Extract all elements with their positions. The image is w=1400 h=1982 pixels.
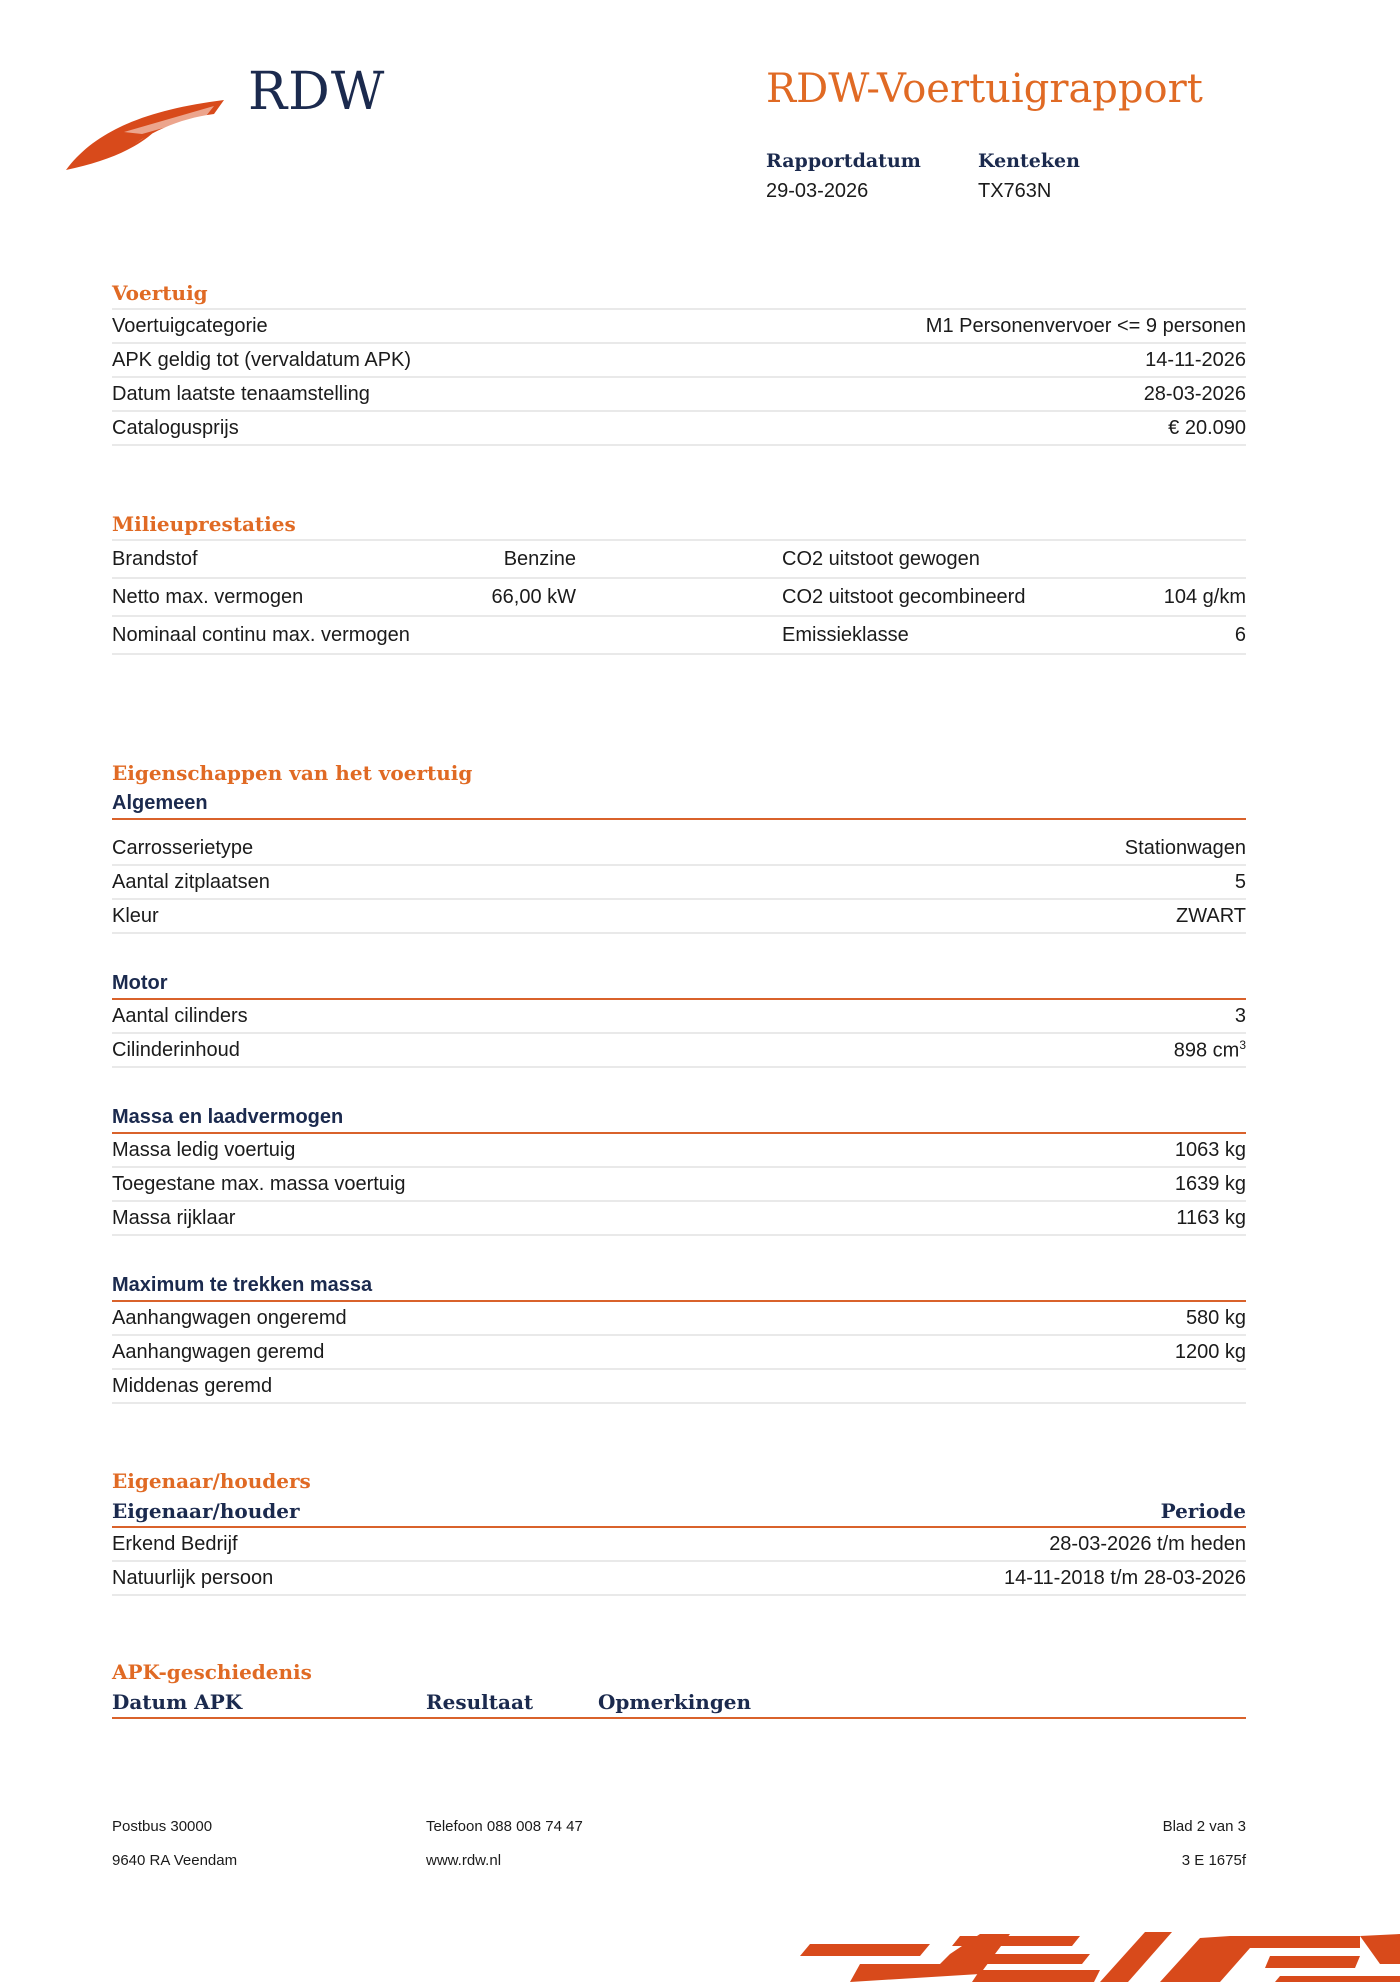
row-value: 5 [1234, 870, 1246, 893]
table-row [112, 1528, 1246, 1562]
rdw-logo [64, 62, 394, 182]
row-label: Aantal cilinders [112, 1004, 248, 1027]
row-value: Benzine [503, 548, 576, 570]
section-title: Milieuprestaties [112, 512, 296, 536]
subsection-title-trekken: Maximum te trekken massa [112, 1270, 1246, 1302]
row-label: CO2 uitstoot gewogen [782, 548, 980, 570]
column-header: Opmerkingen [598, 1690, 752, 1714]
row-label: Massa rijklaar [112, 1206, 236, 1229]
row-label: APK geldig tot (vervaldatum APK) [112, 348, 412, 371]
section-title: APK-geschiedenis [112, 1660, 312, 1684]
column-header: Periode [1160, 1499, 1246, 1523]
table-row [112, 412, 1246, 446]
row-label: Emissieklasse [782, 624, 909, 646]
apk-section [112, 1657, 1246, 1719]
kenteken-label: Kenteken [978, 150, 1080, 172]
table-row [112, 1370, 1246, 1404]
report-title: RDW-Voertuigrapport [766, 66, 1203, 112]
section-title: Eigenaar/houders [112, 1469, 311, 1493]
table-row [112, 1302, 1246, 1336]
row-label: Toegestane max. massa voertuig [112, 1172, 406, 1195]
row-value: M1 Personenvervoer <= 9 personen [925, 314, 1246, 337]
column-header: Resultaat [426, 1690, 534, 1714]
row-value: 1063 kg [1174, 1138, 1246, 1161]
voertuig-section [112, 278, 1246, 446]
table-header [112, 1496, 1246, 1528]
row-value: 580 kg [1185, 1306, 1246, 1329]
table-row [112, 1134, 1246, 1168]
table-row [112, 579, 1246, 617]
subsection-title-motor: Motor [112, 968, 1246, 1000]
row-label: Aantal zitplaatsen [112, 870, 270, 893]
row-label: Datum laatste tenaamstelling [112, 382, 370, 405]
table-row [112, 308, 1246, 344]
row-label: Netto max. vermogen [112, 586, 304, 608]
row-value: 6 [1234, 624, 1246, 646]
row-label: Kleur [112, 904, 159, 927]
table-row [112, 617, 1246, 655]
document-code: 3 E 1675f [1181, 1852, 1246, 1869]
row-label: CO2 uitstoot gecombineerd [782, 586, 1026, 608]
row-value: 104 g/km [1163, 586, 1246, 608]
table-row [112, 539, 1246, 579]
kenteken-value: TX763N [978, 180, 1052, 202]
row-label: Massa ledig voertuig [112, 1138, 296, 1161]
row-label: Middenas geremd [112, 1374, 273, 1397]
table-row [112, 1168, 1246, 1202]
logo-wordmark: RDW [248, 62, 386, 122]
footer-text: Postbus 30000 [112, 1818, 213, 1835]
row-label: Carrosserietype [112, 836, 254, 859]
table-row [112, 900, 1246, 934]
subsection-title-algemeen: Algemeen [112, 788, 1246, 820]
table-row [112, 1562, 1246, 1596]
rapportdatum-block [766, 150, 921, 203]
column-header: Datum APK [112, 1690, 243, 1714]
row-value: 66,00 kW [491, 586, 576, 608]
table-row [112, 832, 1246, 866]
row-label: Natuurlijk persoon [112, 1566, 274, 1589]
rapportdatum-value: 29-03-2026 [766, 180, 869, 202]
row-label: Nominaal continu max. vermogen [112, 624, 410, 646]
page-number: Blad 2 van 3 [1162, 1818, 1246, 1835]
table-row [112, 866, 1246, 900]
footer-address [112, 1818, 237, 1886]
row-label: Erkend Bedrijf [112, 1532, 238, 1555]
row-label: Brandstof [112, 548, 198, 570]
table-row [112, 1336, 1246, 1370]
column-header: Eigenaar/houder [112, 1499, 300, 1523]
row-value: 1200 kg [1174, 1340, 1246, 1363]
rdw-wing-icon [64, 92, 234, 172]
table-row [112, 1202, 1246, 1236]
eigenschappen-section [112, 758, 1246, 1404]
unit-superscript: 3 [1239, 1037, 1246, 1052]
row-value: 28-03-2026 [1143, 382, 1246, 405]
row-label: Aanhangwagen geremd [112, 1340, 325, 1363]
row-value: 28-03-2026 t/m heden [1049, 1532, 1246, 1555]
table-row [112, 344, 1246, 378]
kenteken-block [978, 150, 1080, 203]
row-value: € 20.090 [1168, 416, 1246, 439]
subsection-title-massa: Massa en laadvermogen [112, 1102, 1246, 1134]
row-value: 14-11-2026 [1145, 348, 1246, 371]
rapportdatum-label: Rapportdatum [766, 150, 921, 172]
section-title: Voertuig [112, 281, 208, 305]
milieu-section [112, 509, 1246, 655]
row-label: Cilinderinhoud [112, 1038, 240, 1061]
footer-link[interactable]: www.rdw.nl [426, 1852, 502, 1869]
row-value: 3 [1234, 1004, 1246, 1027]
row-value: 898 cm [1173, 1039, 1240, 1062]
table-row [112, 378, 1246, 412]
row-label: Aanhangwagen ongeremd [112, 1306, 347, 1329]
row-value: ZWART [1176, 904, 1246, 927]
footer-text: 9640 RA Veendam [112, 1852, 238, 1869]
section-title: Eigenschappen van het voertuig [112, 761, 473, 785]
table-row [112, 1000, 1246, 1034]
footer-page [1163, 1818, 1246, 1886]
row-value: 1639 kg [1174, 1172, 1246, 1195]
decorative-stripes-icon [800, 1924, 1400, 1982]
row-value: 14-11-2018 t/m 28-03-2026 [1003, 1566, 1246, 1589]
row-value: Stationwagen [1124, 836, 1246, 859]
row-value-group [1174, 1038, 1246, 1063]
footer-text: Telefoon 088 008 74 47 [426, 1818, 583, 1835]
table-row [112, 1034, 1246, 1068]
eigenaar-section [112, 1466, 1246, 1596]
table-header [112, 1687, 1246, 1719]
row-label: Catalogusprijs [112, 416, 239, 439]
row-value: 1163 kg [1176, 1206, 1246, 1229]
footer-contact [426, 1818, 583, 1886]
row-label: Voertuigcategorie [112, 314, 268, 337]
